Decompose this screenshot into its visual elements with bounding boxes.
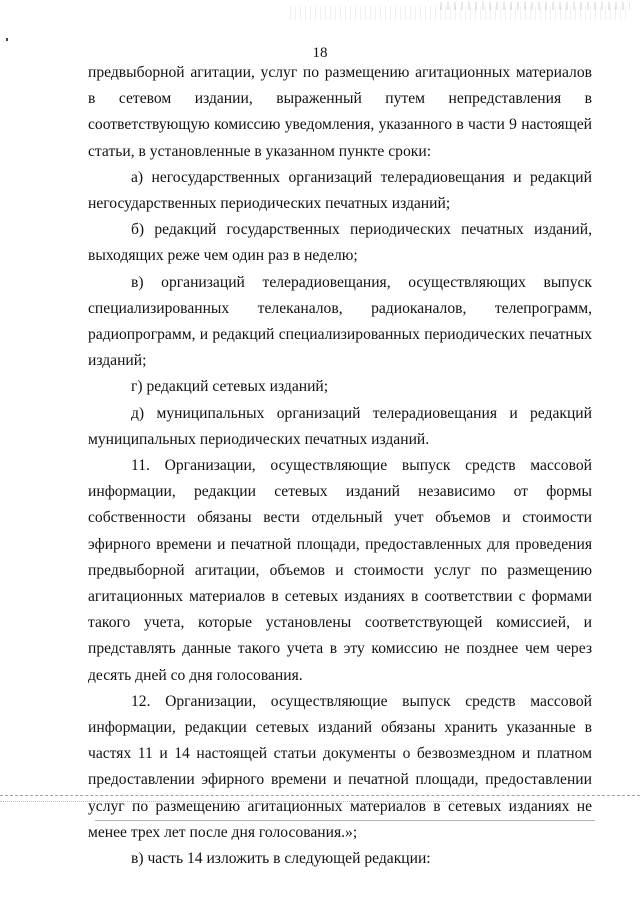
paragraph-item-g: г) редакций сетевых изданий; <box>131 378 329 396</box>
scan-artifact-line <box>0 795 640 796</box>
paragraph-part-11: 11. Организации, осуществляющие выпуск средств массовой информации, редакции сетевых изданий независимо от формы собственности обязаны вести отдельный учет объемов и стоимости эфирного времени и печатной площади, предоставленных для проведения предвыборной агитации, объемов и стоимости услуг по размещению агитационных материалов в сетевых изданиях в соответствии с формами такого учета, которые установлены соответствующей комиссией, и представлять данные такого учета в эту комиссию не позднее чем через десять дней со дня голосования. <box>88 457 592 684</box>
paragraph-continuation: предвыборной агитации, услуг по размещению агитационных материалов в сетевом издании, выраженный путем непредставления в соответствующую комиссию уведомления, указанного в части 9 настоящей статьи, в установленные в указанном пункте сроки: <box>88 64 592 160</box>
paragraph-part-12: 12. Организации, осуществляющие выпуск средств массовой информации, редакции сетевых изданий обязаны хранить указанные в частях 11 и 14 настоящей статьи документы о безвозмездном и платном предоставлении эфирного времени и печатной площади, предоставлении услуг по размещению агитационных материалов в сетевых изданиях не менее трех лет после дня голосования.»; <box>88 692 592 841</box>
page-number: 18 <box>312 45 328 61</box>
paragraph-item-b: б) редакций государственных периодических печатных изданий, выходящих реже чем один раз в неделю; <box>88 221 592 265</box>
scan-noise <box>440 2 630 10</box>
scan-artifact-line <box>0 801 460 802</box>
scan-mark <box>6 38 8 41</box>
paragraph-item-a: а) негосударственных организаций телерадиовещания и редакций негосударственных периодических печатных изданий; <box>88 168 592 213</box>
scan-artifact-line <box>95 820 595 821</box>
paragraph-item-v: в) организаций телерадиовещания, осуществляющих выпуск специализированных телеканалов, радиоканалов, телепрограмм, радиопрограмм, и редакций специализированных периодических печатных изданий; <box>88 273 592 370</box>
paragraph-amendment-part-14: в) часть 14 изложить в следующей редакции: <box>131 850 431 868</box>
paragraph-item-d: д) муниципальных организаций телерадиовещания и редакций муниципальных периодических печатных изданий. <box>88 404 592 448</box>
document-body <box>88 60 592 872</box>
